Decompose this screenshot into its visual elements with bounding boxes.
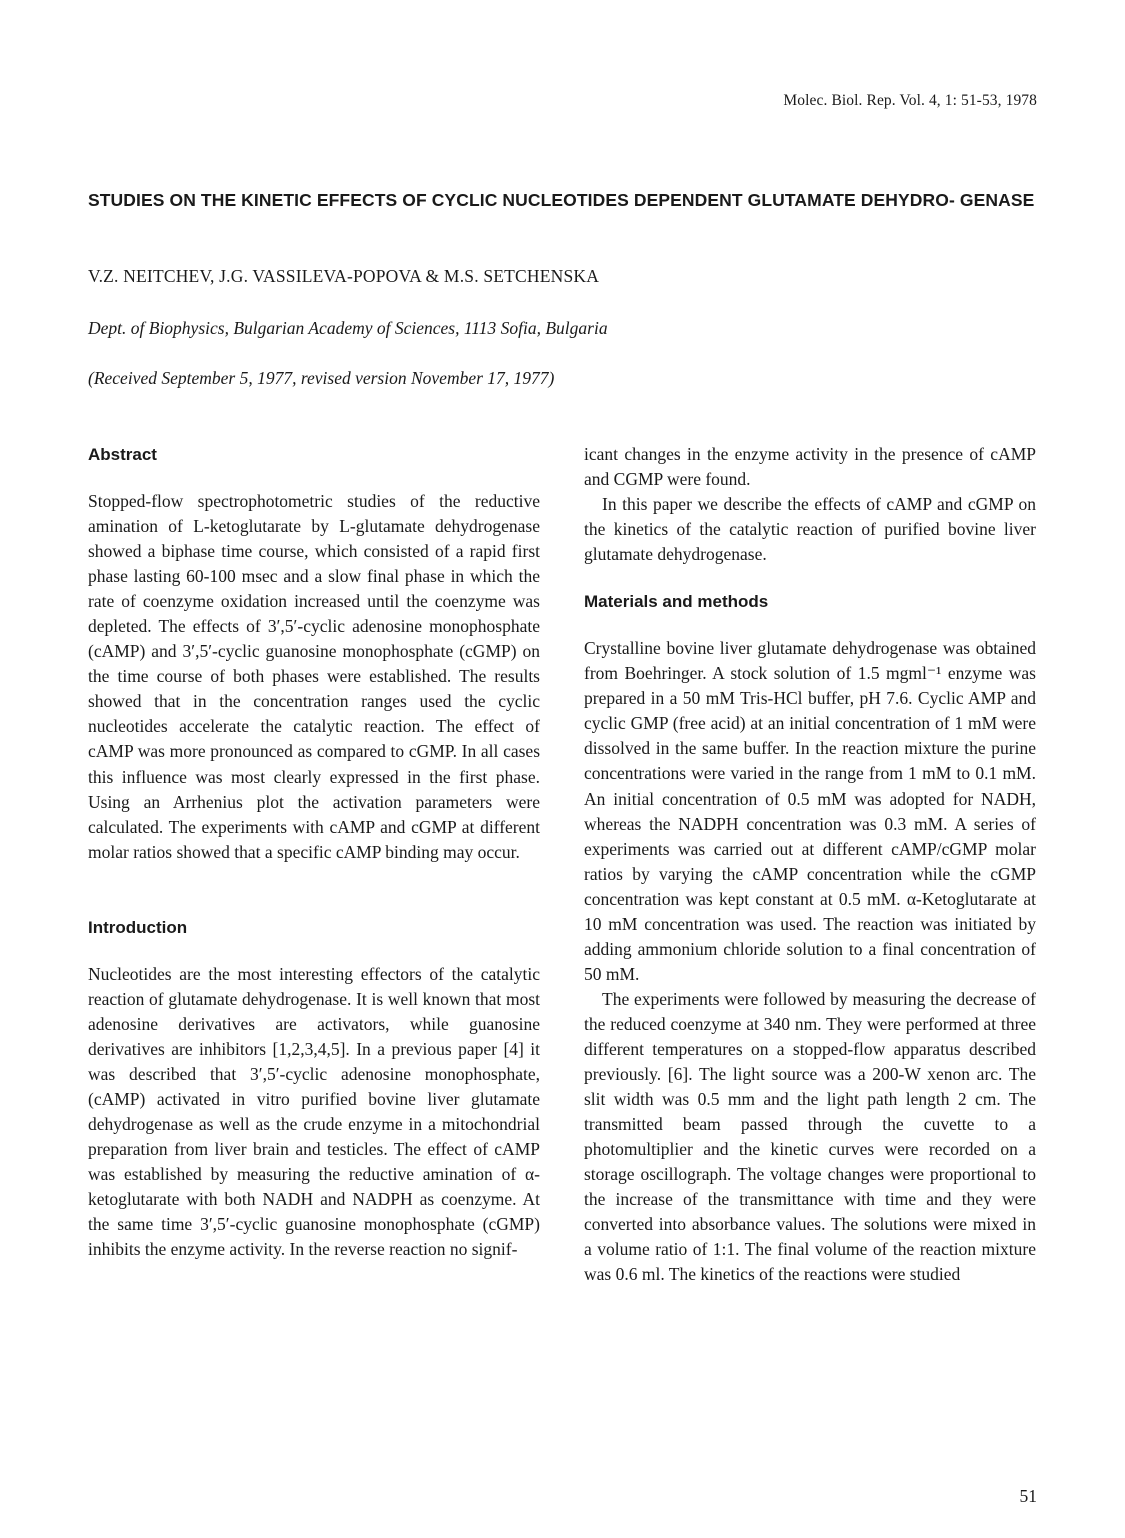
article-title: STUDIES ON THE KINETIC EFFECTS OF CYCLIC NUCLEOTIDES DEPENDENT GLUTAMATE DEHYDRO- GENASE <box>88 190 1035 210</box>
introduction-continued: icant changes in the enzyme activity in the presence of cAMP and CGMP were found. <box>584 444 1036 490</box>
introduction-paragraph-2: In this paper we describe the effects of cAMP and cGMP on the kinetics of the catalytic reaction of purified bovine liver glutamate dehydrogenase. <box>584 494 1036 565</box>
introduction-text: Nucleotides are the most interesting effectors of the catalytic reaction of glutamate dehydrogenase. It is well known that most adenosine derivatives are activators, while guanosine derivatives are inhibitors [1,2,3,4,5]. In a previous paper [4] it was described that 3′,5′-cyclic adenosine monophosphate, (cAMP) activated in vitro purified bovine liver glutamate dehydrogenase as well as the crude enzyme in a mitochondrial preparation from liver brain and testicles. The effect of cAMP was established by measuring the reductive amination of α-ketoglutarate with both NADH and NADPH as coenzyme. At the same time 3′,5′-cyclic guanosine monophosphate (cGMP) inhibits the enzyme activity. In the reverse reaction no signif- <box>88 963 540 1260</box>
left-column <box>88 442 540 1262</box>
right-column <box>584 442 1036 1287</box>
affiliation: Dept. of Biophysics, Bulgarian Academy of Sciences, 1113 Sofia, Bulgaria <box>88 318 608 338</box>
abstract-heading: Abstract <box>88 445 157 464</box>
received-dates: (Received September 5, 1977, revised version November 17, 1977) <box>88 368 555 388</box>
methods-paragraph-2: The experiments were followed by measuring the decrease of the reduced coenzyme at 340 nm. They were performed at three different temperatures on a stopped-flow apparatus described previously. [6]. The light source was a 200-W xenon arc. The slit width was 0.5 mm and the light path length 2 cm. The transmitted beam passed through the cuvette to a photomultiplier and the kinetic curves were recorded on a storage oscillograph. The voltage changes were proportional to the increase of the transmittance with time and they were converted into absorbance values. The solutions were mixed in a volume ratio of 1:1. The final volume of the reaction mixture was 0.6 ml. The kinetics of the reactions were studied <box>584 988 1036 1285</box>
introduction-heading: Introduction <box>88 917 188 937</box>
page-number: 51 <box>1019 1486 1037 1506</box>
methods-paragraph-1: Crystalline bovine liver glutamate dehydrogenase was obtained from Boehringer. A stock solution of 1.5 mgml⁻¹ enzyme was prepared in a 50 mM Tris-HCl buffer, pH 7.6. Cyclic AMP and cyclic GMP (free acid) at an initial concentration of 1 mM were dissolved in the same buffer. In the reaction mixture the purine concentrations were varied in the range from 1 mM to 0.1 mM. An initial concentration of 0.5 mM was adopted for NADH, whereas the NADPH concentration was 0.3 mM. A series of experiments was carried out at different cAMP/cGMP molar ratios by varying the cAMP concentration while the cGMP concentration was kept constant at 0.5 mM. α-Ketoglutarate at 10 mM concentration was used. The reaction was initiated by adding ammonium chloride solution to a final concentration of 50 mM. <box>584 638 1036 984</box>
authors: V.Z. NEITCHEV, J.G. VASSILEVA-POPOVA & M.S. SETCHENSKA <box>88 266 600 286</box>
abstract-text: Stopped-flow spectrophotometric studies of the reductive amination of L-ketoglutarate by L-glutamate dehydrogenase showed a biphase time course, which consisted of a rapid first phase lasting 60-100 msec and a slow final phase in which the rate of coenzyme oxidation increased until the coenzyme was depleted. The effects of 3′,5′-cyclic adenosine monophosphate (cAMP) and 3′,5′-cyclic guanosine monophosphate (cGMP) on the time course of both phases were established. The results showed that in the concentration ranges used the cyclic nucleotides accelerate the catalytic reaction. The effect of cAMP was more pronounced as compared to cGMP. In all cases this influence was most clearly expressed in the first phase. Using an Arrhenius plot the activation parameters were calculated. The experiments with cAMP and cGMP at different molar ratios showed that a specific cAMP binding may occur. <box>88 491 540 862</box>
methods-heading: Materials and methods <box>584 592 769 612</box>
journal-reference: Molec. Biol. Rep. Vol. 4, 1: 51-53, 1978 <box>783 92 1037 109</box>
